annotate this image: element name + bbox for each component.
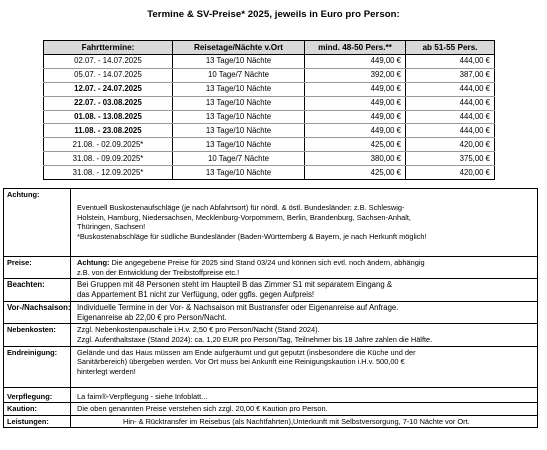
price-cell-dates: 11.08. - 23.08.2025 <box>44 124 173 138</box>
price-cell-duration: 13 Tage/10 Nächte <box>173 55 305 69</box>
price-row <box>44 152 495 166</box>
info-text-beachten <box>71 279 538 302</box>
info-row-kaution <box>4 403 538 416</box>
info-text-verpflegung <box>71 387 538 403</box>
header-dates: Fahrttermine: <box>44 41 173 55</box>
info-line: Individuelle Termine in der Vor- & Nachsaison mit Bustransfer oder Eigenanreise auf Anfrage. <box>77 303 399 313</box>
info-row-verpflegung <box>4 387 538 403</box>
price-cell-duration: 13 Tage/10 Nächte <box>173 166 305 180</box>
info-line: hinterlegt werden! <box>77 366 136 376</box>
price-row <box>44 166 495 180</box>
price-cell-48: 425,00 € <box>305 166 406 180</box>
info-row-preise <box>4 257 538 279</box>
price-cell-51: 420,00 € <box>406 138 495 152</box>
info-table <box>3 188 538 428</box>
page-title: Termine & SV-Preise* 2025, jeweils in Euro pro Person: <box>147 9 400 20</box>
price-cell-48: 449,00 € <box>305 124 406 138</box>
info-line: Die angegebene Preise für 2025 sind Stand 03/24 und können sich evtl. noch ändern, abhängig <box>109 258 425 267</box>
price-cell-51: 444,00 € <box>406 96 495 110</box>
info-line: Gelände und das Haus müssen am Ende aufgeräumt und gut geputzt (insbesondere die Küche und der <box>77 347 416 357</box>
header-price-51: ab 51-55 Pers. <box>406 41 495 55</box>
header-price-48: mind. 48-50 Pers.** <box>305 41 406 55</box>
info-line: Zzgl. Aufenthaltstaxe (Stand 2024): ca. 1,20 EUR pro Person/Tag, Teilnehmer bis 18 Jahre zahlen die Hälfte. <box>77 334 433 344</box>
price-cell-51: 387,00 € <box>406 68 495 82</box>
info-text-leistungen <box>71 415 538 428</box>
price-cell-dates: 22.07. - 03.08.2025 <box>44 96 173 110</box>
header-duration: Reisetage/Nächte v.Ort <box>173 41 305 55</box>
price-table-body <box>44 55 495 180</box>
price-cell-51: 420,00 € <box>406 166 495 180</box>
price-row <box>44 124 495 138</box>
info-label-verpflegung: Verpflegung: <box>4 387 71 403</box>
price-cell-51: 444,00 € <box>406 124 495 138</box>
info-text-endreinigung <box>71 346 538 387</box>
info-text-preise <box>71 257 538 279</box>
price-cell-dates: 05.07. - 14.07.2025 <box>44 68 173 82</box>
info-row-endreinigung <box>4 346 538 387</box>
price-cell-48: 392,00 € <box>305 68 406 82</box>
price-table <box>43 40 495 180</box>
info-label-leistungen: Leistungen: <box>4 415 71 428</box>
info-line: *Buskostenabschläge für südliche Bundesländer (Baden-Württemberg & Bayern, je nach Herkunft möglich! <box>77 231 427 241</box>
price-row <box>44 138 495 152</box>
price-cell-duration: 13 Tage/10 Nächte <box>173 82 305 96</box>
price-cell-dates: 31.08. - 09.09.2025* <box>44 152 173 166</box>
info-text-kaution <box>71 403 538 416</box>
price-cell-51: 444,00 € <box>406 82 495 96</box>
info-line: Bei Gruppen mit 48 Personen steht im Haupteil B das Zimmer S1 mit separatem Eingang & <box>77 280 393 290</box>
info-row-vornach <box>4 302 538 324</box>
price-cell-dates: 02.07. - 14.07.2025 <box>44 55 173 69</box>
price-cell-duration: 10 Tage/7 Nächte <box>173 68 305 82</box>
info-row-nebenkosten <box>4 324 538 346</box>
price-cell-dates: 12.07. - 24.07.2025 <box>44 82 173 96</box>
info-row-achtung <box>4 189 538 257</box>
info-line: Thüringen, Sachsen! <box>77 222 146 232</box>
price-cell-dates: 31.08. - 12.09.2025* <box>44 166 173 180</box>
price-cell-dates: 21.08. - 02.09.2025* <box>44 138 173 152</box>
info-line: das Appartement B1 nicht zur Verfügung, oder ggfls. gegen Aufpreis! <box>77 289 315 299</box>
price-cell-48: 449,00 € <box>305 55 406 69</box>
info-row-beachten <box>4 279 538 302</box>
price-cell-51: 444,00 € <box>406 110 495 124</box>
info-label-endreinigung: Endreinigung: <box>4 346 71 387</box>
info-line: z.B. von der Entwicklung der Treibstoffpreise etc.! <box>77 267 240 277</box>
info-row-leistungen <box>4 415 538 428</box>
price-row <box>44 110 495 124</box>
info-label-preise: Preise: <box>4 257 71 279</box>
info-line: Eventuell Buskostenaufschläge (je nach Abfahrtsort) für nördl. & östl. Bundesländer: z.B. Schleswig- <box>77 203 405 212</box>
info-line: Sanitärbereich) übergeben werden. Vor Ort muss bei Ankunft eine Reinigungskaution i.H.v. 500,00 € <box>77 357 405 367</box>
info-line: Zzgl. Nebenkostenpauschale i.H.v. 2,50 € pro Person/Nacht (Stand 2024). <box>77 325 320 335</box>
info-label-achtung: Achtung: <box>4 189 71 257</box>
info-line: Eigenanreise ab 22,00 € pro Person/Nacht. <box>77 312 227 322</box>
price-cell-48: 425,00 € <box>305 138 406 152</box>
price-row <box>44 68 495 82</box>
info-label-vornach: Vor-/Nachsaison: <box>4 302 71 324</box>
price-cell-48: 380,00 € <box>305 152 406 166</box>
price-cell-dates: 01.08. - 13.08.2025 <box>44 110 173 124</box>
info-line: Die oben genannten Preise verstehen sich zzgl. 20,00 € Kaution pro Person. <box>77 404 328 414</box>
price-cell-51: 444,00 € <box>406 55 495 69</box>
price-table-header <box>44 41 495 55</box>
price-cell-duration: 13 Tage/10 Nächte <box>173 124 305 138</box>
info-text-achtung <box>71 189 538 257</box>
price-cell-48: 449,00 € <box>305 82 406 96</box>
info-label-kaution: Kaution: <box>4 403 71 416</box>
info-line: Holstein, Hamburg, Niedersachsen, Mecklenburg-Vorpommern, Berlin, Brandenburg, Sachsen-Anhalt, <box>77 212 411 222</box>
price-cell-duration: 13 Tage/10 Nächte <box>173 96 305 110</box>
price-row <box>44 96 495 110</box>
price-cell-48: 449,00 € <box>305 110 406 124</box>
info-text-nebenkosten <box>71 324 538 346</box>
price-cell-duration: 13 Tage/10 Nächte <box>173 110 305 124</box>
info-line: La faim®-Verpflegung - siehe Infoblatt... <box>77 391 208 401</box>
price-row <box>44 55 495 69</box>
price-cell-duration: 10 Tage/7 Nächte <box>173 152 305 166</box>
info-preise-prefix: Achtung: <box>77 258 110 267</box>
price-cell-duration: 13 Tage/10 Nächte <box>173 138 305 152</box>
price-cell-48: 449,00 € <box>305 96 406 110</box>
info-label-beachten: Beachten: <box>4 279 71 302</box>
price-cell-51: 375,00 € <box>406 152 495 166</box>
info-text-vornach <box>71 302 538 324</box>
info-line: Hin- & Rücktransfer im Reisebus (als Nachtfahrten),Unterkunft mit Selbstversorgung, 7-10 Nächte vor Ort. <box>123 416 470 426</box>
price-row <box>44 82 495 96</box>
info-label-nebenkosten: Nebenkosten: <box>4 324 71 346</box>
